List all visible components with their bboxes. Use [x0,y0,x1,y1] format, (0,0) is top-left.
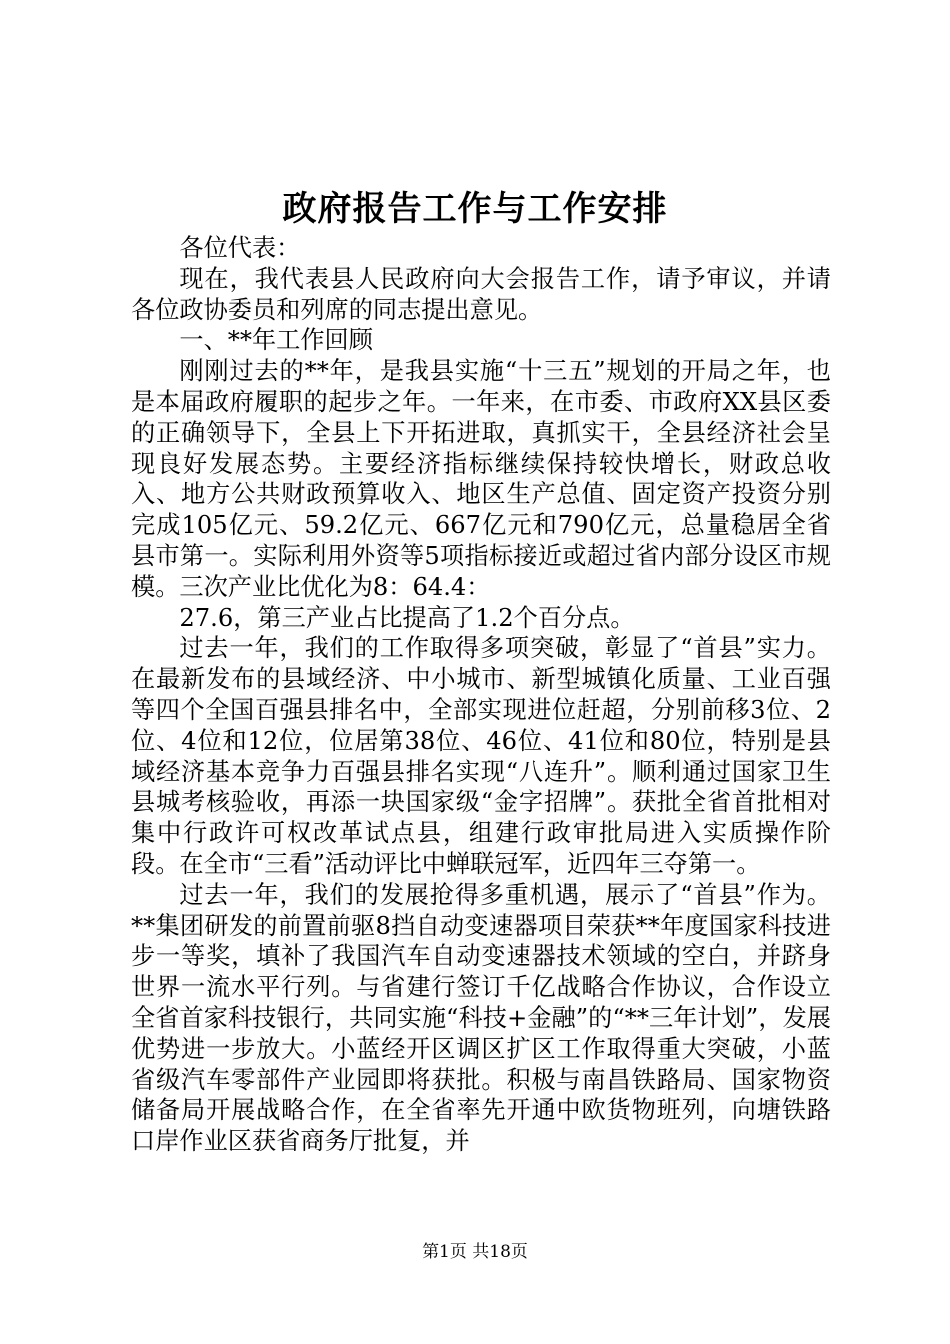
section-heading: 一、**年工作回顾 [179,326,373,355]
body-paragraph: 刚刚过去的**年，是我县实施“十三五”规划的开局之年，也是本届政府履职的起步之年。一年来，在市委、市政府XX县区委的正确领导下，全县上下开拓进取，真抓实干，全县经济社会呈现良好发展态势。主要经济指标继续保持较快增长，财政总收入、地方公共财政预算收入、地区生产总值、固定资产投资分别完成105亿元、59.2亿元、667亿元和790亿元，总量稳居全省县市第一。实际利用外资等5项指标接近或超过省内部分设区市规模。三次产业比优化为8：64.4： [131,357,831,601]
body-paragraph: 过去一年，我们的工作取得多项突破，彰显了“首县”实力。在最新发布的县域经济、中小城市、新型城镇化质量、工业百强等四个全国百强县排名中，全部实现进位赶超，分别前移3位、2位、4位和12位，位居第38位、46位、41位和80位，特别是县域经济基本竞争力百强县排名实现“八连升”。顺利通过国家卫生县城考核验收，再添一块国家级“金字招牌”。获批全省首批相对集中行政许可权改革试点县，组建行政审批局进入实质操作阶段。在全市“三看”活动评比中蝉联冠军，近四年三夺第一。 [131,634,831,878]
body-paragraph: 过去一年，我们的发展抢得多重机遇，展示了“首县”作为。**集团研发的前置前驱8挡自动变速器项目荣获**年度国家科技进步一等奖，填补了我国汽车自动变速器技术领域的空白，并跻身世界一流水平行列。与省建行签订千亿战略合作协议，合作设立全省首家科技银行，共同实施“科技+金融”的“**三年计划”，发展优势进一步放大。小蓝经开区调区扩区工作取得重大突破，小蓝省级汽车零部件产业园即将获批。积极与南昌铁路局、国家物资储备局开展战略合作，在全省率先开通中欧货物班列，向塘铁路口岸作业区获省商务厅批复，并 [131,880,831,1156]
salutation-paragraph: 各位代表： [179,234,301,262]
intro-paragraph: 现在，我代表县人民政府向大会报告工作，请予审议，并请各位政协委员和列席的同志提出意见。 [131,264,831,324]
page-number-footer: 第1页 共18页 [422,1242,528,1262]
document-title: 政府报告工作与工作安排 [282,189,668,229]
document-body [131,233,831,1157]
body-paragraph: 27.6，第三产业占比提高了1.2个百分点。 [179,603,635,632]
